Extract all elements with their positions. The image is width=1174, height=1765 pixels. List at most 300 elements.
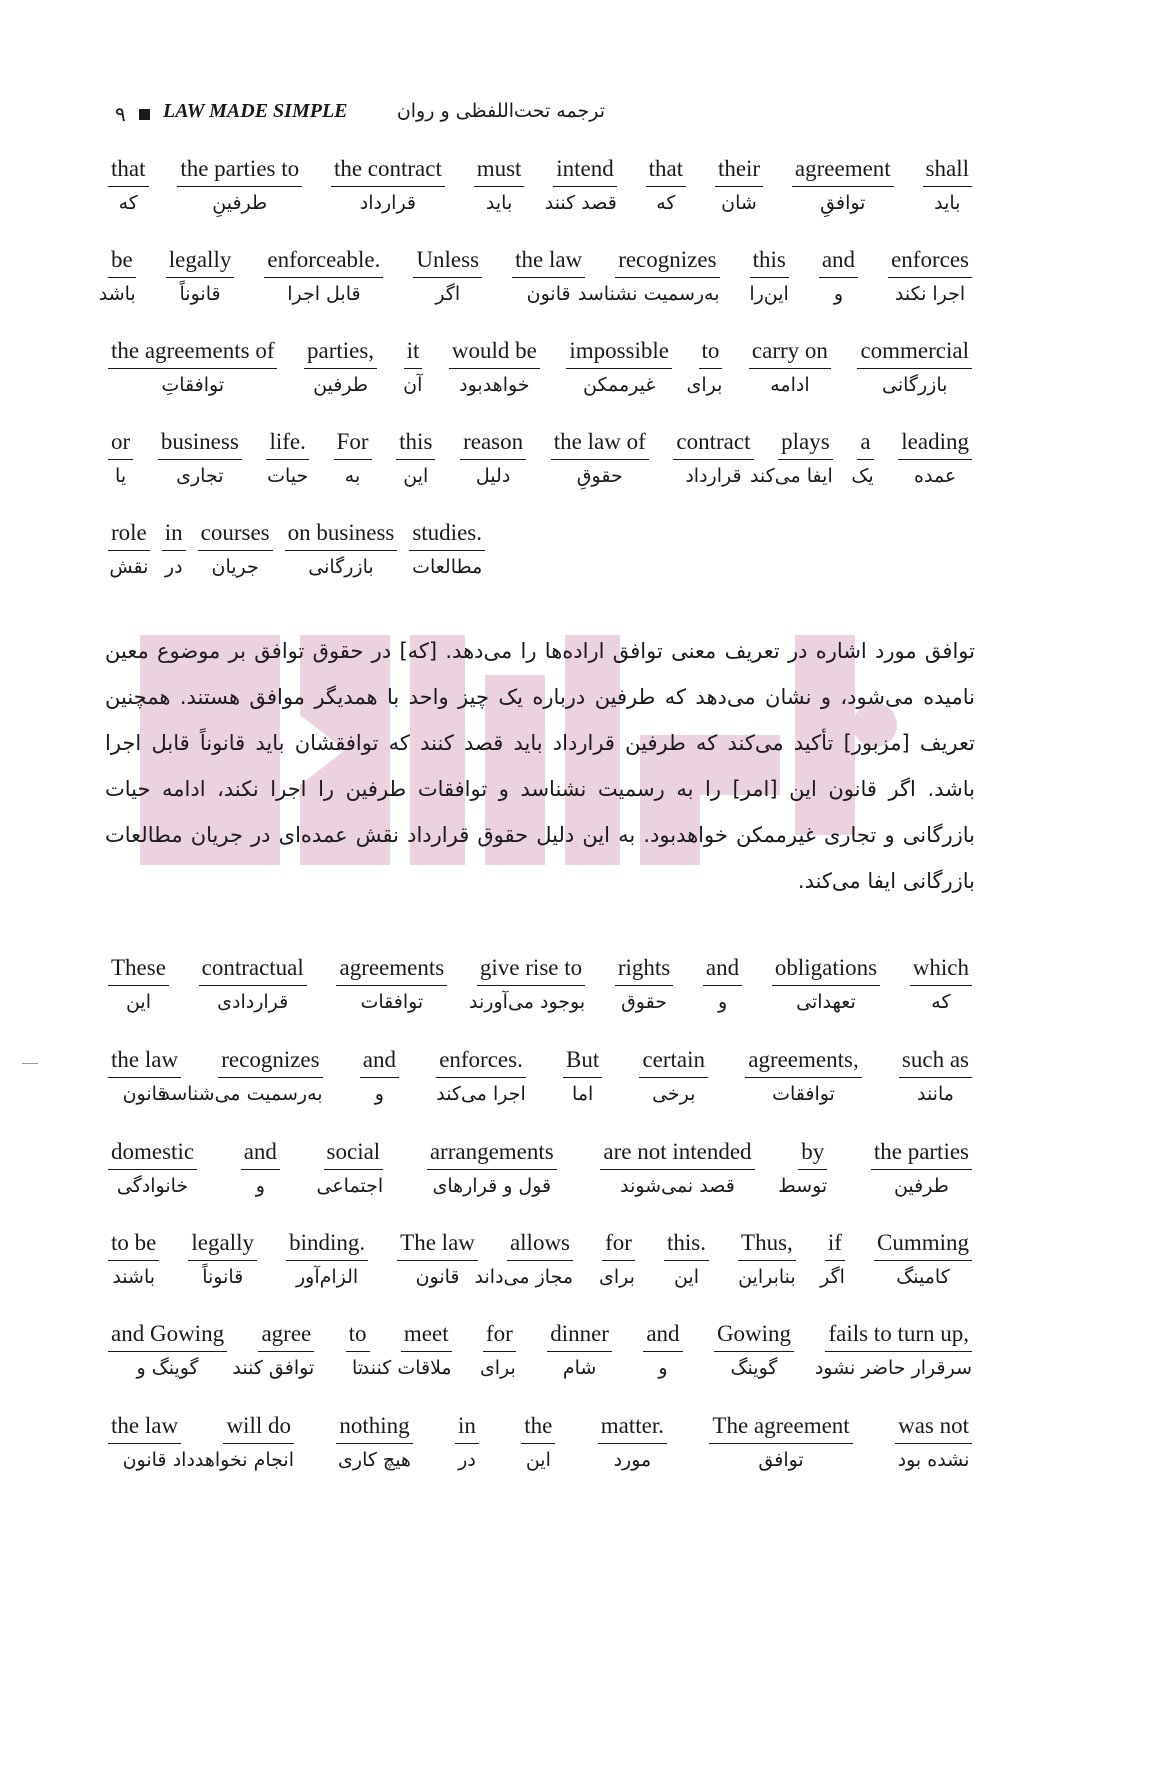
word-underline [664,1260,709,1261]
persian-gloss: جریان [211,556,259,578]
english-word: carry on [751,338,828,363]
persian-gloss: مانند [916,1083,954,1105]
word-pair [177,152,302,214]
persian-gloss: یک [851,465,874,487]
interlinear-row [0,1317,1045,1379]
word-underline [750,277,789,278]
word-underline [477,985,585,986]
word-pair [599,1226,635,1288]
word-pair [360,1317,452,1379]
persian-gloss: و [658,1357,668,1379]
word-underline [409,550,485,551]
english-word: and [821,247,856,272]
english-word: are not intended [603,1139,752,1164]
word-pair [709,1409,852,1471]
english-word: allows [509,1230,571,1255]
interlinear-row [0,1409,1045,1471]
word-underline [336,1443,412,1444]
interlinear-row [0,516,1045,578]
word-underline [714,1351,794,1352]
english-word: agree [261,1321,312,1346]
persian-gloss: قانون [526,283,571,305]
square-bullet-icon [139,109,150,120]
english-word: binding. [289,1230,366,1255]
persian-gloss: قراردادی [217,991,289,1013]
persian-gloss: این [525,1449,551,1471]
word-underline [108,368,277,369]
book-title-en: LAW MADE SIMPLE [163,100,348,122]
english-word: and [362,1047,396,1072]
word-pair [199,951,307,1013]
interlinear-row [0,425,1045,487]
word-pair [334,425,372,487]
persian-gloss: نقش [109,556,149,578]
book-title-fa: ترجمه تحت‌اللفظی و روان [396,100,605,122]
english-word: nothing [339,1413,410,1438]
interlinear-row [0,334,1045,396]
page-number: ۹ [115,102,126,126]
persian-gloss: ملاقات کنند [360,1357,452,1379]
word-underline [598,1443,667,1444]
word-underline [521,1443,555,1444]
word-underline [427,1169,557,1170]
word-pair [172,1409,294,1471]
english-word: and Gowing [111,1321,225,1346]
word-underline [108,1260,159,1261]
word-pair [566,334,672,396]
persian-gloss: خانوادگی [116,1175,189,1197]
word-underline [336,985,447,986]
word-pair [646,152,687,214]
english-word: the law [111,1413,179,1438]
persian-gloss: کامینگ [896,1266,950,1288]
persian-gloss: و [717,991,728,1013]
english-word: fails to turn up, [828,1321,969,1346]
english-word: life. [269,429,306,454]
word-underline [738,1260,796,1261]
word-underline [108,1169,197,1170]
english-word: Cumming [876,1230,969,1255]
english-word: the contract [333,156,442,181]
english-word: the parties to [180,156,300,181]
persian-gloss: بنابراین [738,1266,796,1288]
word-pair [750,243,789,305]
word-underline [749,368,831,369]
word-underline [874,1260,972,1261]
english-word: will do [226,1413,291,1438]
persian-gloss: غیرممکن [583,374,656,396]
persian-gloss: توافق کنند [232,1357,315,1379]
persian-gloss: الزام‌آور [295,1266,359,1288]
english-word: plays [781,429,830,454]
word-underline [108,985,169,986]
persian-gloss: هیچ کاری [338,1449,411,1471]
word-pair [304,334,377,396]
word-pair [397,1226,478,1288]
english-word: role [111,520,147,545]
interlinear-row [0,1226,1045,1288]
word-underline [483,1351,516,1352]
english-word: courses [200,520,270,545]
persian-gloss: مورد [613,1449,652,1471]
word-underline [108,459,133,460]
word-underline [547,1351,612,1352]
word-underline [218,1077,322,1078]
word-underline [334,459,372,460]
english-word: a [860,429,871,454]
english-word: studies. [412,520,482,545]
persian-gloss: توافقات [772,1083,835,1105]
word-underline [401,1351,452,1352]
word-pair [98,243,136,305]
word-pair [888,243,972,305]
word-underline [108,1351,227,1352]
word-pair [108,1135,197,1197]
persian-gloss: و [374,1083,384,1105]
word-underline [108,186,149,187]
word-underline [266,459,308,460]
english-word: the law [111,1047,179,1072]
word-underline [857,459,873,460]
word-underline [331,186,445,187]
interlinear-row [0,1135,1045,1197]
persian-gloss: قرارداد [359,192,417,214]
persian-gloss: و [255,1175,265,1197]
word-pair [188,1226,257,1288]
word-pair [404,334,423,396]
word-underline [615,985,673,986]
english-word: their [717,156,761,181]
word-underline [643,1351,682,1352]
word-underline [177,186,302,187]
word-underline [798,1169,827,1170]
english-word: which [912,955,969,980]
word-pair [232,1317,315,1379]
word-underline [715,186,763,187]
word-pair [577,243,720,305]
english-word: be [111,247,133,272]
word-pair [455,1409,479,1471]
english-word: to [348,1321,367,1346]
english-word: it [406,338,420,363]
word-pair [895,1409,972,1471]
persian-gloss: که [931,991,951,1013]
word-pair [198,516,273,578]
word-pair [857,334,972,396]
english-word: obligations [774,955,878,980]
word-pair [851,425,874,487]
word-pair [749,334,831,396]
english-word: enforces. [439,1047,523,1072]
english-word: commercial [860,338,969,363]
word-underline [673,459,753,460]
english-word: These [111,955,166,980]
english-word: contractual [201,955,304,980]
persian-gloss: قول و قرارهای [432,1175,552,1197]
persian-gloss: نشده بود [897,1449,970,1471]
english-word: for [605,1230,632,1255]
word-pair [792,152,894,214]
page-header [105,100,975,130]
persian-gloss: حقوقِ [576,465,623,487]
word-pair [551,425,649,487]
persian-gloss: قانوناً [179,283,221,305]
persian-gloss: گوینگ [730,1357,778,1379]
persian-gloss: عمده [914,465,957,487]
word-pair [615,951,673,1013]
word-underline [436,1077,526,1078]
word-pair [563,1043,602,1105]
word-pair [266,425,308,487]
word-pair [600,1135,754,1197]
word-pair [396,425,435,487]
word-pair [474,152,525,214]
english-word: The law [400,1230,475,1255]
word-underline [507,1260,573,1261]
word-pair [819,243,858,305]
english-word: to be [111,1230,157,1255]
english-word: enforces [891,247,969,272]
word-underline [703,985,742,986]
word-pair [474,1226,574,1288]
word-underline [108,277,136,278]
word-underline [745,1077,861,1078]
persian-gloss: تعهداتی [796,991,856,1013]
word-pair [714,1317,794,1379]
word-pair [285,516,398,578]
word-pair [108,425,133,487]
word-underline [188,1260,257,1261]
persian-gloss: بوجود می‌آورند [469,991,586,1013]
english-word: this. [666,1230,706,1255]
english-word: the agreements of [111,338,275,363]
persian-gloss: به‌رسمیت می‌شناسد [161,1083,323,1105]
word-underline [258,1351,314,1352]
english-word: intend [556,156,614,181]
english-word: Thus, [741,1230,793,1255]
word-underline [639,1077,708,1078]
word-pair [521,1409,555,1471]
persian-gloss: خواهدبود [459,374,530,396]
english-word: this [752,247,786,272]
english-word: agreement [794,156,891,181]
english-word: recognizes [618,247,717,272]
english-word: shall [925,156,969,181]
word-underline [819,277,858,278]
persian-gloss: شام [562,1357,597,1379]
english-word: and [646,1321,680,1346]
persian-gloss: ادامه [770,374,810,396]
persian-gloss: گوینگ و [136,1357,199,1379]
english-word: dinner [550,1321,609,1346]
word-pair [460,425,526,487]
english-word: such as [901,1047,969,1072]
english-word: this [399,429,433,454]
word-underline [166,277,235,278]
persian-gloss: در [164,556,183,578]
english-word: legally [168,247,232,272]
english-word: the parties [873,1139,969,1164]
word-pair [427,1135,557,1197]
word-underline [158,459,242,460]
word-underline [699,368,723,369]
word-underline [449,368,540,369]
english-word: on business [287,520,395,545]
english-word: was not [898,1413,969,1438]
word-pair [436,1043,526,1105]
interlinear-row [0,243,1045,305]
english-word: the law of [553,429,646,454]
persian-gloss: قانوناً [202,1266,244,1288]
word-underline [455,1443,479,1444]
word-underline [108,1077,181,1078]
word-underline [198,550,273,551]
word-pair [162,516,186,578]
word-pair [772,951,880,1013]
persian-gloss: قصد نمی‌شوند [620,1175,735,1197]
word-underline [304,368,377,369]
word-underline [551,459,649,460]
persian-gloss: برای [686,374,723,396]
english-word: in [458,1413,476,1438]
word-underline [600,1169,754,1170]
word-pair [686,334,723,396]
english-word: contract [676,429,751,454]
english-word: The agreement [712,1413,850,1438]
word-pair [544,152,617,214]
persian-gloss: توافقاتِ [161,374,225,396]
word-underline [825,1260,845,1261]
persian-gloss: تجاری [176,465,224,487]
persian-gloss: در [458,1449,476,1471]
word-underline [397,1260,478,1261]
english-word: if [827,1230,842,1255]
word-pair [778,1135,828,1197]
persian-gloss: طرفین [893,1175,949,1197]
word-underline [778,459,833,460]
persian-gloss: مجاز می‌داند [474,1266,574,1288]
persian-gloss: مطالعات [412,556,483,578]
word-underline [888,277,972,278]
persian-gloss: اجرا می‌کند [436,1083,526,1105]
english-word: rights [617,955,671,980]
word-pair [108,152,149,214]
persian-gloss: قانون [122,1083,167,1105]
word-pair [108,516,150,578]
persian-gloss: قابل اجرا [287,283,361,305]
english-word: that [648,156,684,181]
persian-gloss: برای [479,1357,516,1379]
translation-paragraph: توافق مورد اشاره در تعریف معنی توافق اراده‌ها را می‌دهد. [که] در حقوق توافق بر موضوع معین نامیده می‌شود، و نشان می‌دهد که طرفین درباره یک چیز واحد با همدیگر موافق هستند. همچنین تعریف [مزبور] تأکید می‌کند که طرفین قرارداد باید قصد کنند که توافقشان باید قانوناً قابل اجرا باشد. اگر قانون این [امر] را به رسمیت نشناسد و توافقات طرفین را اجرا نکند، ادامه حیات بازرگانی و تجاری غیرممکن خواهدبود. به این دلیل حقوق قرارداد نقش عمده‌ای در جریان مطالعات بازرگانی ایفا می‌کند. [105,639,975,893]
interlinear-row [0,152,1045,214]
word-pair [469,951,586,1013]
persian-gloss: برخی [652,1083,696,1105]
word-pair [910,951,972,1013]
persian-gloss: طرفینِ [212,192,268,214]
english-word: enforceable. [267,247,381,272]
word-underline [825,1351,972,1352]
english-word: impossible [569,338,669,363]
word-pair [264,243,383,305]
word-underline [553,186,617,187]
word-pair [512,243,585,305]
english-word: parties, [306,338,375,363]
word-underline [241,1169,280,1170]
word-pair [673,425,753,487]
word-pair [738,1226,796,1288]
word-underline [199,985,307,986]
word-pair [923,152,972,214]
english-word: and [243,1139,277,1164]
word-underline [286,1260,368,1261]
word-pair [316,1135,384,1197]
word-underline [898,459,972,460]
interlinear-row [0,951,1045,1013]
word-underline [857,368,972,369]
persian-gloss: به‌رسمیت نشناسد [577,283,720,305]
english-word: agreements [339,955,445,980]
persian-gloss: و [833,283,844,305]
persian-gloss: اما [572,1083,594,1105]
english-word: Unless [416,247,480,272]
word-pair [745,1043,861,1105]
english-word: the law [515,247,583,272]
persian-gloss: قصد کنند [544,192,617,214]
persian-gloss: توسط [778,1175,828,1197]
english-word: or [111,429,131,454]
persian-gloss: انجام نخواهدداد [172,1449,294,1471]
persian-gloss: حیات [267,465,309,487]
persian-gloss: برای [599,1266,635,1288]
persian-gloss: یا [115,465,127,487]
english-word: Gowing [716,1321,792,1346]
persian-gloss: شان [721,192,757,214]
persian-gloss: قرارداد [685,465,742,487]
persian-gloss: قانون [415,1266,460,1288]
english-word: agreements, [748,1047,859,1072]
word-pair [814,1317,972,1379]
persian-gloss: حقوق [621,991,667,1013]
english-word: reason [463,429,524,454]
word-underline [566,368,672,369]
word-underline [615,277,719,278]
persian-gloss: که [656,192,676,214]
persian-gloss: که [118,192,138,214]
persian-gloss: اگر [820,1266,845,1288]
english-word: legally [191,1230,255,1255]
word-pair [166,243,235,305]
persian-gloss: بازرگانی [308,556,374,578]
persian-gloss: سرقرار حاضر نشود [814,1357,972,1379]
word-pair [749,425,833,487]
word-underline [910,985,972,986]
word-underline [923,186,972,187]
persian-gloss: اجرا نکند [894,283,966,305]
persian-gloss: طرفین [313,374,368,396]
word-underline [602,1260,635,1261]
english-word: by [801,1139,825,1164]
word-pair [598,1409,667,1471]
word-pair [108,1409,181,1471]
word-underline [772,985,880,986]
english-word: for [485,1321,513,1346]
english-word: must [476,156,522,181]
persian-gloss: آن [403,374,423,396]
word-underline [512,277,585,278]
interlinear-row [0,1043,1045,1105]
persian-gloss: این [403,465,429,487]
word-underline [264,277,383,278]
